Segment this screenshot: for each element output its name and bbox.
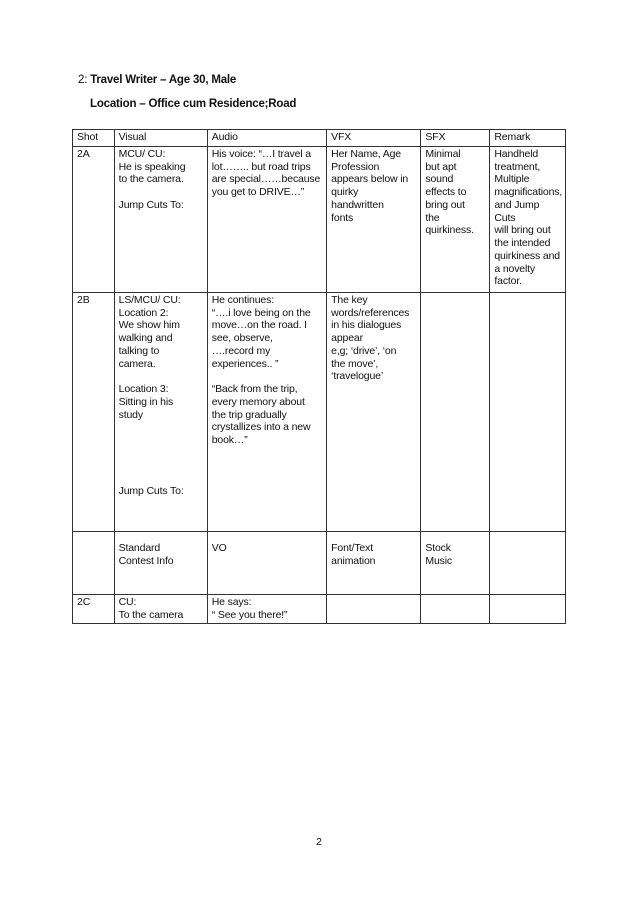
page-number: 2 [316,836,322,848]
header-shot: Shot [73,130,115,147]
header-remark: Remark [490,130,566,147]
cell-shot: 2B [73,292,115,531]
table-header-row [73,130,566,147]
cell-shot: 2A [73,146,115,292]
cell-visual: MCU/ CU: He is speaking to the camera. Jump Cuts To: [114,146,207,292]
cell-visual: LS/MCU/ CU: Location 2: We show him walking and talking to camera. Location 3: Sitting in his study Jump Cuts To: [114,292,207,531]
shot-table [72,129,566,624]
cell-remark: Handheld treatment, Multiple magnifications, and Jump Cuts will bring out the intended quirkiness and a novelty factor. [490,146,566,292]
table-row [73,292,566,531]
cell-sfx [421,594,490,624]
header-vfx: VFX [327,130,421,147]
cell-remark [490,594,566,624]
header-visual: Visual [114,130,207,147]
cell-audio: He continues: “….i love being on the move…on the road. I see, observe, ….record my experiences.. ” “Back from the trip, every memory about the trip gradually crystallizes into a new book…” [207,292,326,531]
cell-shot: 2C [73,594,115,624]
cell-remark [490,531,566,594]
cell-sfx: Stock Music [421,531,490,594]
header-audio: Audio [207,130,326,147]
scene-heading [78,74,236,86]
cell-vfx: Font/Text animation [327,531,421,594]
cell-visual: CU: To the camera [114,594,207,624]
header-sfx: SFX [421,130,490,147]
cell-visual: Standard Contest Info [114,531,207,594]
location-line: Location – Office cum Residence;Road [90,98,297,110]
scene-number: 2: [78,74,88,86]
table-row [73,531,566,594]
cell-sfx [421,292,490,531]
cell-vfx: Her Name, Age Profession appears below in quirky handwritten fonts [327,146,421,292]
cell-audio: VO [207,531,326,594]
cell-remark [490,292,566,531]
cell-vfx [327,594,421,624]
scene-title: Travel Writer – Age 30, Male [90,74,237,86]
cell-shot [73,531,115,594]
table-row [73,146,566,292]
cell-audio: He says: “ See you there!” [207,594,326,624]
table-row [73,594,566,624]
cell-vfx: The key words/references in his dialogues appear e,g; ‘drive’, ‘on the move’, ‘travelogue’ [327,292,421,531]
cell-sfx: Minimal but apt sound effects to bring out the quirkiness. [421,146,490,292]
cell-audio: His voice: “…I travel a lot…….. but road trips are special……because you get to DRIVE…” [207,146,326,292]
